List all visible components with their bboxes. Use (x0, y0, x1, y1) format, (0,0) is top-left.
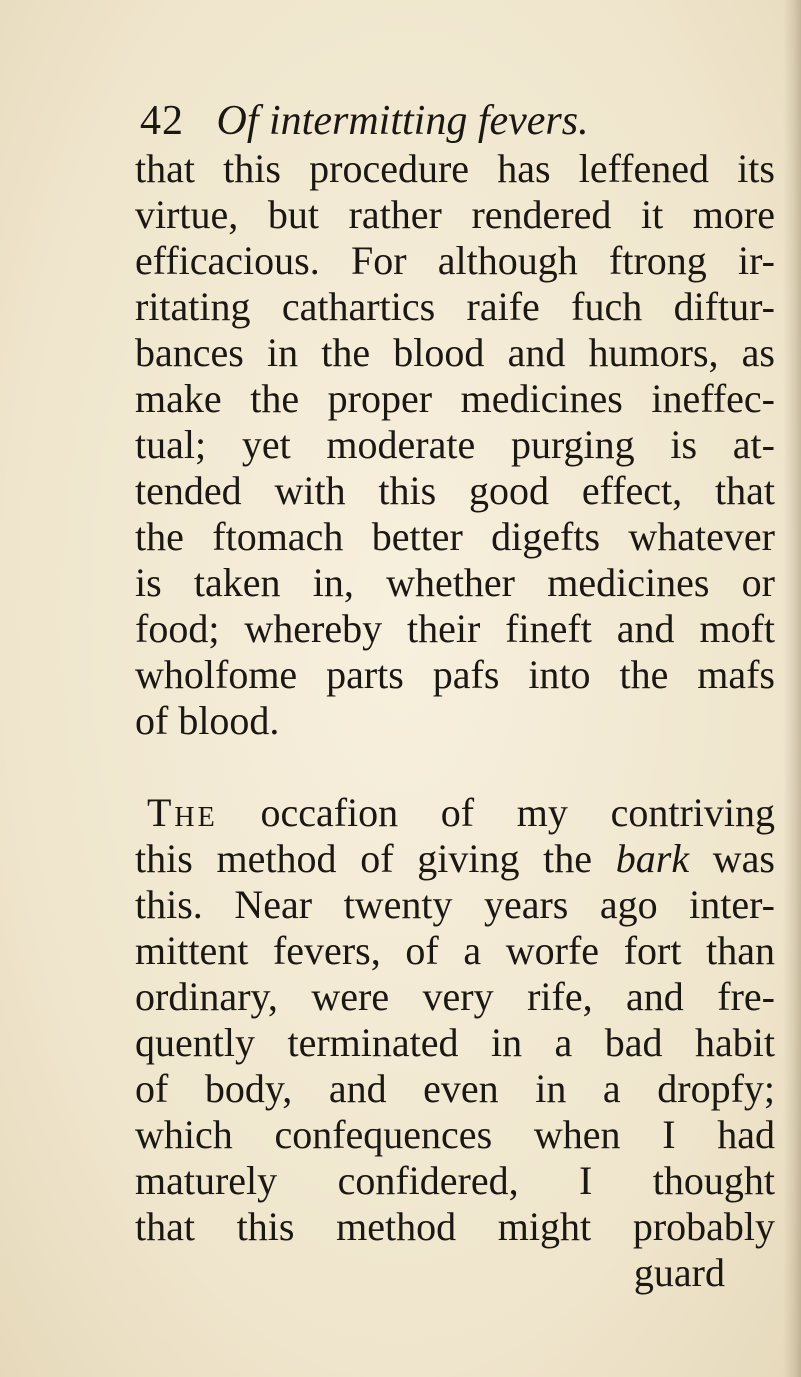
text-line: ordinary, were very rife, and fre- (135, 974, 775, 1019)
text-line: maturely confidered, I thought (135, 1158, 775, 1203)
text-line: that this method might probably (135, 1204, 775, 1249)
text-line: this method of giving the bark was (135, 836, 775, 881)
text-line: virtue, but rather rendered it more (135, 192, 775, 237)
text-line: that this procedure has leffened its (135, 146, 775, 191)
text-line: bances in the blood and humors, as (135, 330, 775, 375)
text-line: the ftomach better digefts whatever (135, 514, 775, 559)
text-line: ritating cathartics raife fuch diftur- (135, 284, 775, 329)
text-line: mittent fevers, of a worfe fort than (135, 928, 775, 973)
italic-word: bark (615, 836, 690, 881)
paragraph-1 (135, 146, 775, 744)
paragraph-gap (135, 744, 775, 790)
text-line: make the proper medicines ineffec- (135, 376, 775, 421)
text-line: efficacious. For although ftrong ir- (135, 238, 775, 283)
text-line: quently terminated in a bad habit (135, 1020, 775, 1065)
paragraph-2 (135, 790, 775, 1296)
text-line: this. Near twenty years ago inter- (135, 882, 775, 927)
running-title: Of intermitting fevers. (216, 98, 589, 144)
text-line: food; whereby their fineft and moft (135, 606, 775, 651)
running-header (140, 96, 589, 146)
text-line: which confequences when I had (135, 1112, 775, 1157)
page-edge-shadow (783, 0, 801, 1377)
text-line: tual; yet moderate purging is at- (135, 422, 775, 467)
lead-word: The (147, 790, 218, 835)
text-line: tended with this good effect, that (135, 468, 775, 513)
text-line: The occafion of my contriving (147, 790, 775, 835)
body-text (135, 146, 775, 1296)
text-line: wholfome parts pafs into the mafs (135, 652, 775, 697)
text-line: of body, and even in a dropfy; (135, 1066, 775, 1111)
text-line: of blood. (135, 698, 280, 743)
page-number: 42 (140, 98, 184, 144)
catchword: guard (633, 1250, 725, 1295)
text-line: is taken in, whether medicines or (135, 560, 775, 605)
